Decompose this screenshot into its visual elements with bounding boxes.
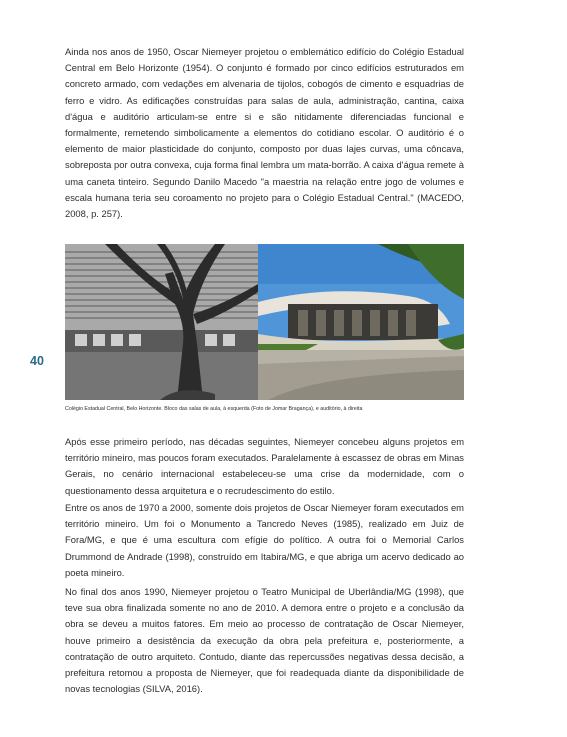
- page-number: 40: [30, 354, 44, 368]
- figure: [65, 244, 464, 400]
- photo-auditorium: [258, 244, 464, 400]
- paragraph-4: No final dos anos 1990, Niemeyer projetou o Teatro Municipal de Uberlândia/MG (1998), que teve sua obra finalizada somente no ano de 2010. A demora entre o projeto e a conclusão da obra se deveu a muitos fatores. Em meio ao processo de contratação de Oscar Niemeyer, houve primeiro a desistência da execução da obra pela prefeitura e, posteriormente, a contratação de outro arquiteto. Contudo, diante das repercussões negativas dessa decisão, a prefeitura retomou a proposta de Niemeyer, que foi readequada diante da disponibilidade de novas tecnologias (SILVA, 2016).: [65, 586, 464, 695]
- figure-caption: Colégio Estadual Central, Belo Horizonte. Bloco das salas de aula, à esquerda (Foto de Jomar Bragança), e auditório, à direita: [65, 406, 363, 412]
- paragraph-1: Ainda nos anos de 1950, Oscar Niemeyer projetou o emblemático edifício do Colégio Estadual Central em Belo Horizonte (1954). O conjunto é formado por cinco edifícios estruturados em concreto armado, com vedações em alvenaria de tijolos, cobogós de cimento e esquadrias de ferro e vidro. As edificações construídas para salas de aula, administração, cantina, caixa d'água e auditório articulam-se entre si e são nitidamente diferenciadas funcional e formalmente, remetendo simbolicamente a elementos do cotidiano escolar. O auditório é o elemento de maior plasticidade do conjunto, composto por duas lajes curvas, uma côncava, sobreposta por outra convexa, cuja forma final lembra um mata-borrão. A caixa d'água remete à uma caneta tinteiro. Segundo Danilo Macedo "a maestria na relação entre jogo de volumes e escala humana teria seu coroamento no projeto para o Colégio Estadual Central." (MACEDO, 2008, p. 257).: [65, 46, 464, 220]
- paragraph-2: Após esse primeiro período, nas décadas seguintes, Niemeyer concebeu alguns projetos em território mineiro, mas poucos foram executados. Paralelamente à escassez de obras em Minas Gerais, no cenário internacional estabeleceu-se uma crise da modernidade, com o questionamento dessa arquitetura e o recrudescimento do estilo.: [65, 436, 464, 496]
- paragraph-3: Entre os anos de 1970 a 2000, somente dois projetos de Oscar Niemeyer foram executados em território mineiro. Um foi o Monumento a Tancredo Neves (1985), realizado em Juiz de Fora/MG, e que é uma escultura com efígie do político. A outra foi o Memorial Carlos Drummond de Andrade (1998), construído em Itabira/MG, e que abriga um acervo dedicado ao poeta mineiro.: [65, 502, 464, 578]
- photo-classroom-block: [65, 244, 258, 400]
